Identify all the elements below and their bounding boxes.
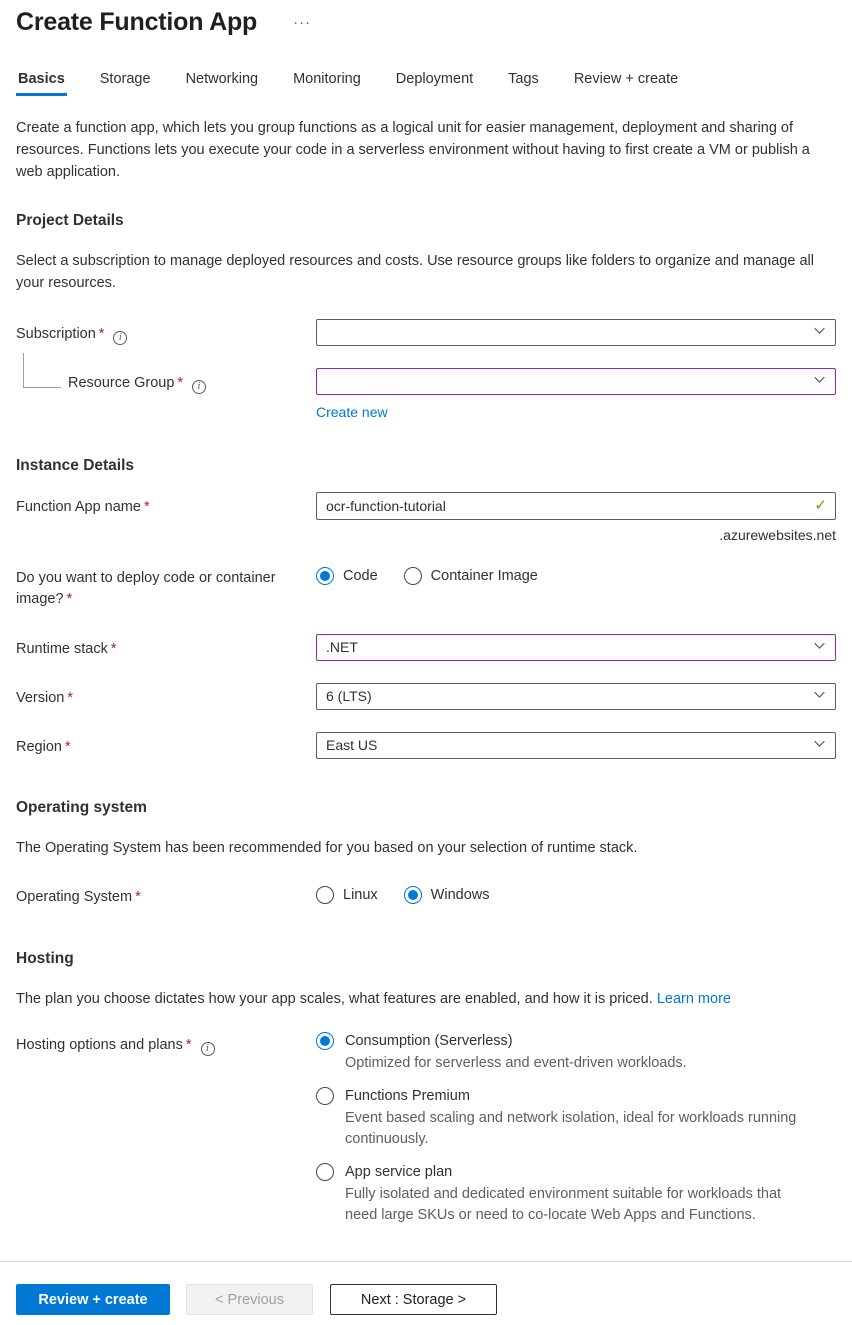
option-consumption-label: Consumption (Serverless) — [345, 1033, 513, 1050]
info-icon[interactable]: i — [113, 331, 127, 345]
chevron-down-icon — [813, 688, 826, 704]
radio-linux[interactable] — [316, 886, 378, 904]
info-icon[interactable]: i — [192, 380, 206, 394]
radio-code-label: Code — [343, 567, 378, 584]
option-functions-premium — [316, 1087, 836, 1150]
tab-basics[interactable]: Basics — [16, 67, 67, 96]
region-label: Region — [16, 738, 62, 755]
hosting-options-label-wrap — [16, 1030, 316, 1056]
more-options-icon[interactable]: ··· — [293, 14, 312, 31]
region-row — [16, 732, 836, 759]
page-title: Create Function App — [16, 8, 258, 36]
next-storage-button[interactable]: Next : Storage > — [330, 1284, 497, 1315]
resource-group-dropdown[interactable] — [316, 368, 836, 395]
chevron-down-icon — [813, 737, 826, 753]
hosting-options-label: Hosting options and plans — [16, 1037, 183, 1054]
operating-system-label: Operating System — [16, 888, 133, 905]
radio-unselected-icon — [316, 1163, 334, 1181]
required-marker: * — [135, 888, 141, 905]
region-dropdown[interactable] — [316, 732, 836, 759]
version-dropdown[interactable] — [316, 683, 836, 710]
previous-button[interactable]: < Previous — [186, 1284, 313, 1315]
radio-consumption[interactable] — [316, 1032, 836, 1050]
subscription-resource-group — [16, 319, 836, 421]
radio-container-image[interactable] — [404, 567, 538, 585]
resource-group-label: Resource Group — [68, 374, 175, 391]
deploy-question-label: Do you want to deploy code or container image? — [16, 569, 276, 607]
tab-review-create[interactable]: Review + create — [573, 71, 679, 87]
function-app-name-row — [16, 492, 836, 543]
runtime-stack-dropdown[interactable] — [316, 634, 836, 661]
radio-unselected-icon — [404, 567, 422, 585]
function-app-name-label: Function App name — [16, 498, 141, 515]
radio-app-service-plan[interactable] — [316, 1163, 836, 1181]
deploy-question-label-wrap — [16, 563, 316, 610]
hierarchy-connector-line — [23, 353, 61, 388]
option-consumption-description: Optimized for serverless and event-driven workloads. — [345, 1055, 687, 1072]
resource-group-label-wrap — [16, 368, 316, 394]
option-consumption — [316, 1032, 836, 1074]
version-label-wrap — [16, 683, 316, 709]
radio-selected-icon — [316, 1032, 334, 1050]
create-new-link[interactable]: Create new — [316, 403, 388, 420]
subscription-dropdown[interactable] — [316, 319, 836, 346]
radio-code[interactable] — [316, 567, 378, 585]
deploy-mode-radio-group — [316, 563, 836, 585]
function-app-name-label-wrap — [16, 492, 316, 518]
radio-selected-icon — [316, 567, 334, 585]
info-icon[interactable]: i — [201, 1042, 215, 1056]
chevron-down-icon — [813, 324, 826, 340]
operating-system-label-wrap — [16, 882, 316, 908]
tab-deployment[interactable]: Deployment — [395, 71, 474, 87]
runtime-stack-label-wrap — [16, 634, 316, 660]
footer-actions — [0, 1262, 852, 1325]
operating-system-heading: Operating system — [16, 798, 147, 816]
hosting-description-text: The plan you choose dictates how your app scales, what features are enabled, and how it is priced. — [16, 990, 653, 1007]
deploy-mode-row — [16, 563, 836, 610]
instance-details-heading: Instance Details — [16, 456, 135, 474]
operating-system-row — [16, 882, 836, 908]
hosting-description — [16, 989, 836, 1011]
radio-unselected-icon — [316, 886, 334, 904]
required-marker: * — [110, 640, 117, 657]
radio-windows[interactable] — [404, 886, 490, 904]
subscription-label-wrap — [16, 319, 316, 345]
tab-tags[interactable]: Tags — [508, 71, 539, 87]
function-app-name-input[interactable] — [316, 492, 836, 520]
page-header — [16, 0, 836, 37]
option-app-service-plan — [316, 1163, 836, 1226]
chevron-down-icon — [813, 639, 826, 655]
intro-text: Create a function app, which lets you group functions as a logical unit for easier management, deployment and sharing of resources. Functions lets you execute your code in a serverless environment without having to first create a VM or publish a web application. — [16, 120, 810, 180]
required-marker: * — [177, 374, 184, 391]
radio-unselected-icon — [316, 1087, 334, 1105]
subscription-label: Subscription — [16, 325, 96, 342]
tab-storage[interactable]: Storage — [99, 71, 151, 87]
version-value: 6 (LTS) — [326, 688, 372, 705]
hosting-options-row — [16, 1030, 836, 1239]
radio-container-image-label: Container Image — [430, 567, 538, 584]
hosting-heading: Hosting — [16, 949, 74, 967]
hosting-option-list — [316, 1030, 836, 1239]
runtime-stack-label: Runtime stack — [16, 640, 108, 657]
runtime-stack-value: .NET — [326, 639, 358, 656]
tab-networking[interactable]: Networking — [185, 71, 259, 87]
chevron-down-icon — [813, 373, 826, 389]
option-app-service-plan-label: App service plan — [345, 1164, 453, 1181]
wizard-tabs — [16, 67, 836, 97]
required-marker: * — [185, 1037, 192, 1054]
radio-functions-premium[interactable] — [316, 1087, 836, 1105]
learn-more-link[interactable]: Learn more — [656, 990, 731, 1007]
operating-system-radio-group — [316, 882, 836, 904]
required-marker: * — [66, 590, 73, 607]
option-functions-premium-label: Functions Premium — [345, 1088, 470, 1105]
required-marker: * — [64, 738, 71, 755]
version-row — [16, 683, 836, 710]
operating-system-description: The Operating System has been recommended for you based on your selection of runtime stack. — [16, 839, 638, 856]
option-functions-premium-description: Event based scaling and network isolation, ideal for workloads running continuously. — [345, 1110, 797, 1148]
radio-linux-label: Linux — [343, 886, 378, 903]
project-details-heading: Project Details — [16, 212, 124, 230]
valid-check-icon: ✓ — [814, 496, 827, 514]
domain-suffix: .azurewebsites.net — [719, 526, 836, 543]
project-details-description: Select a subscription to manage deployed resources and costs. Use resource groups like folders to organize and manage all your resources. — [16, 253, 814, 291]
region-label-wrap — [16, 732, 316, 758]
radio-windows-label: Windows — [430, 886, 490, 903]
required-marker: * — [143, 498, 150, 515]
option-app-service-plan-description: Fully isolated and dedicated environment suitable for workloads that need large SKUs or need to co-locate Web Apps and Functions. — [345, 1186, 782, 1224]
review-create-button[interactable]: Review + create — [16, 1284, 170, 1315]
region-value: East US — [326, 737, 378, 754]
required-marker: * — [98, 325, 105, 342]
resource-group-row — [16, 368, 836, 421]
subscription-row — [16, 319, 836, 346]
tab-monitoring[interactable]: Monitoring — [293, 71, 361, 87]
radio-selected-icon — [404, 886, 422, 904]
required-marker: * — [67, 689, 74, 706]
version-label: Version — [16, 689, 65, 706]
runtime-stack-row — [16, 634, 836, 661]
